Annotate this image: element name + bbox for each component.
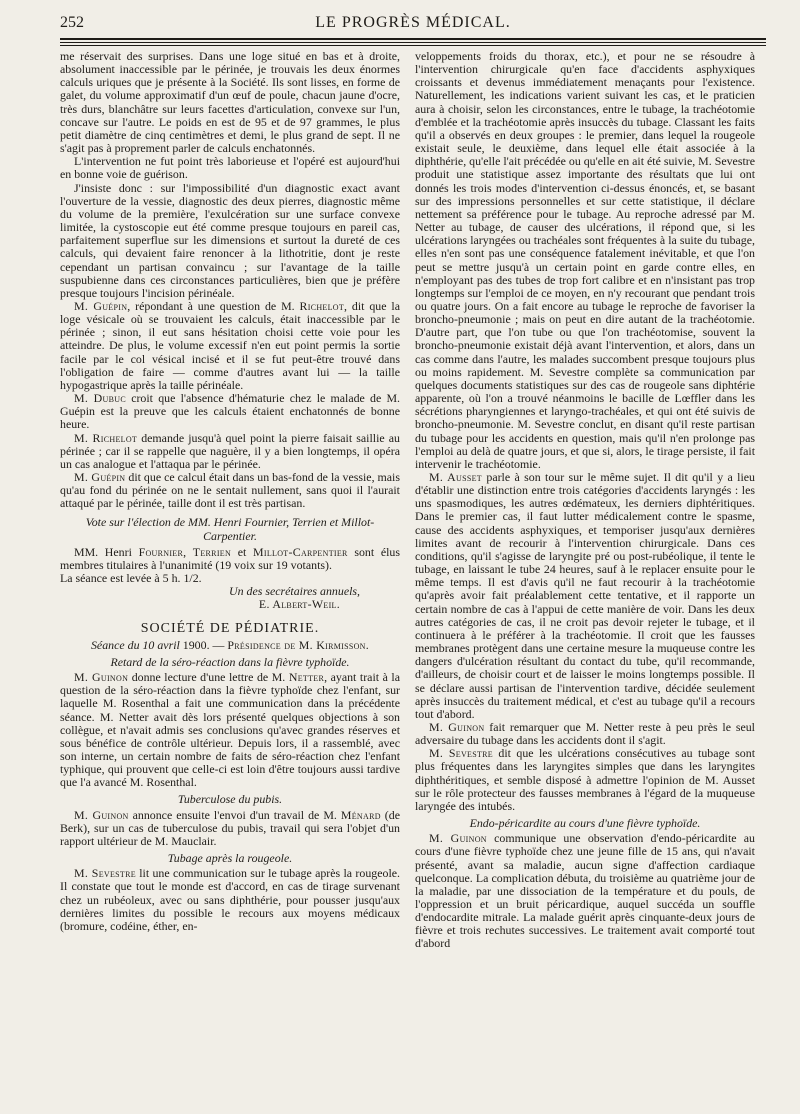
header-rule (60, 45, 766, 46)
member-name: Millot-Carpentier (253, 544, 348, 559)
paragraph (60, 392, 400, 431)
subheading: Tuberculose du pubis. (177, 792, 283, 807)
text: 1900. — (179, 637, 228, 652)
text: dit que les ulcérations consécutives au tubage sont plus fréquentes dans les laryngites simples que dans les laryngites diphthéritiques, et semble disposé à admettre l'opinion de M. Ausset sur le rôle protecteur des fausses membranes à l'égard de la muqueuse laryngée des intubés. (415, 746, 755, 813)
text: parle à son tour sur le même sujet. Il dit qu'il y a lieu d'établir une distinction entre trois catégories d'accidents laryngés : les uns spasmodiques, les autres œdémateux, les derniers diphtéritiques. Dans le premier cas, il faut lutter médicalement contre le spasme, cause des accidents asphyxiques, et temporiser jusqu'aux dernières limites avant de recourir à l'intervention chirurgicale. Dans ces conditions, qu'il s'agisse de laryngite pré ou post-rubéolique, il tente le tubage, en laissant le tube 24 heures, sauf à le replacer ensuite pour le même temps. Il est d'avis qu'il ne faut recourir à la trachéotomie qu'après avoir fait préalablement cette tentative, et il rapporte un certain nombre de cas à l'appui de cette manière de voir. Dans les deux autres catégories de cas, il ne croit pas devoir rejeter le tubage, et il continuera à le préférer à la trachéotomie. Il croit que les fausses membranes protègent dans une certaine mesure la muqueuse contre les dangers d'ulcération résultant du contact du tube, qu'il recommande, d'ailleurs, de choisir court et de laisser le moins longtemps possible. Il se déclare aussi partisan de l'intervention tardive, décidée seulement après insuccès du traitement médical, et c'est au tubage qu'il a recours tout d'abord. (415, 470, 755, 721)
text: donne lecture d'une lettre de M. (128, 670, 289, 685)
text: , répondant à une question de M. (127, 298, 300, 313)
header-rule (60, 42, 766, 43)
speaker-name: M. Guinon (429, 719, 485, 734)
text: , (183, 544, 193, 559)
member-name: Fournier (138, 544, 184, 559)
speaker-name: M. Ausset (429, 470, 482, 484)
text: MM. Henri (74, 544, 139, 559)
speaker-name: Ménard (340, 807, 381, 822)
paragraph (60, 546, 400, 572)
text: , dit que la loge vésicale où se trouvaient les calculs, était inaccessible par le périnée ; sinon, il eut sans hésitation choisi cette voie pour les atteindre. De plus, le volume excessif n'en eut point permis la sortie facile par le col vésical incisé et il se fut peut-être trouvé dans l'obligation de faire — comme d'autres avant lui — la taille hypogastrique après la taille périnéale. (60, 298, 400, 392)
speaker-name: M. Guinon (74, 807, 129, 822)
speaker-name: M. Sevestre (429, 746, 493, 761)
text: croit que l'absence d'hématurie chez le malade de M. Guépin est la preuve que les calculs étaient enchatonnés de bonne heure. (60, 391, 400, 432)
paragraph (60, 671, 400, 789)
vote-heading: Vote sur l'élection de MM. Henri Fournier, Terrien et Millot-Carpentier. (85, 515, 375, 543)
signature-name: E. Albert-Weil. (258, 597, 340, 612)
text: communique une observation d'endo-péricardite au cours d'une fièvre typhoïde chez une jeune fille de 15 ans, qui n'avait présenté, avant sa maladie, aucun signe d'affection cardiaque quelconque. La complication débuta, du troisième au quatrième jour de la maladie, par une dissociation de la température et du pouls, de l'oppression et un bruit péricardique, auquel succéda un souffle d'endocardite mitrale. La malade guérit après cinquante-deux jours de fièvre et trois rechutes successives. Le traitement avait comporté tout d'abord (415, 831, 755, 951)
page-number: 252 (60, 14, 84, 31)
signature-role: Un des secrétaires annuels, (229, 584, 360, 599)
speaker-name: Richelot (299, 298, 345, 313)
text: , ayant trait à la question de la séro-réaction dans la fièvre typhoïde chez l'enfant, sur laquelle M. Rosenthal a fait une communication dans la précédente séance. M. Netter avait dès lors présenté quelques objections à son collègue, et n'avait admis ses conclusions qu'avec grandes réserves et sous bénéfice de contrôle ultérieur. Depuis lors, il a rassemblé, avec son interne, un certain nombre de faits de séro-réaction chez l'enfant typhique, qui prouvent que celle-ci est loin d'être toujours aussi tardive que l'a avancé M. Rosenthal. (60, 670, 400, 790)
paragraph (415, 721, 755, 747)
speaker-name: Netter (288, 670, 325, 685)
speaker-name: M. Richelot (74, 430, 138, 445)
paragraph (60, 300, 400, 392)
paragraph: La séance est levée à 5 h. 1/2. (60, 571, 202, 586)
text: fait remarquer que M. Netter reste à peu près le seul adversaire du tubage dans les accidents dont il s'agit. (415, 719, 755, 748)
paragraph (60, 432, 400, 471)
paragraph (60, 471, 400, 510)
running-header (60, 14, 766, 36)
paragraph (415, 832, 755, 950)
text: annonce ensuite l'envoi d'un travail de M. (128, 807, 341, 822)
speaker-name: M. Sevestre (74, 866, 136, 881)
speaker-name: M. Guépin (74, 470, 126, 484)
paragraph: L'intervention ne fut point très laborieuse et l'opéré est aujourd'hui en bonne voie de guérison. (60, 154, 400, 182)
speaker-name: M. Guépin (74, 298, 128, 313)
journal-title: LE PROGRÈS MÉDICAL. (315, 14, 511, 31)
text: (de Berk), sur un cas de tuberculose du pubis, travail qui sera l'objet d'un rapport ultérieur de M. Mauclair. (60, 807, 400, 848)
text: et (231, 544, 253, 559)
text: lit une communication sur le tubage après la rougeole. Il constate que tout le monde est d'accord, en cas de tirage survenant chez un rubéoleux, avec ou sans diphthérie, pour pousser jusqu'aux dernières limites du possible le recours aux moyens médicaux (bromure, codéine, éther, en- (60, 866, 400, 933)
speaker-name: M. Guinon (74, 670, 129, 685)
section-title: SOCIÉTÉ DE PÉDIATRIE. (140, 620, 320, 636)
member-name: Terrien (192, 544, 232, 559)
paragraph (60, 867, 400, 933)
paragraph (415, 471, 755, 721)
text: sont élus membres titulaires à l'unanimité (19 voix sur 19 votants). (60, 544, 400, 572)
speaker-name: M. Guinon (429, 831, 487, 846)
text: dit que ce calcul était dans un bas-fond de la vessie, mais qu'au fond du périnée on ne le sentait nullement, sans quoi il l'aurait attaqué par le périnée, taille dont il est très partisan. (60, 470, 400, 511)
paragraph (60, 809, 400, 848)
subheading: Tubage après la rougeole. (167, 851, 293, 866)
paragraph: veloppements froids du thorax, etc.), et pour ne se résoudre à l'intervention chirurgicale qu'en face d'accidents asphyxiques croissants et devenus immédiatement menaçants pour l'existence. Naturellement, les indications varient suivant les cas, et le praticien aura à choisir, selon les circonstances, entre le tubage, la trachéotomie d'emblée et la trachéotomie après insuccès du tubage. Classant les faits qu'il a observés en deux groupes : le premier, dans lequel la rougeole existait seule, le deuxième, dans lequel elle était associée à la diphthérie, qu'elle l'ait précédée ou qu'elle en ait été suivie, M. Sevestre produit une statistique assez importante des résultats que lui ont donnés les trois modes d'intervention ci-dessus énoncés, et, se basant sur des impressions personnelles et sur cette statistique, il déclare nettement sa préférence pour le tubage. Au reproche adressé par M. Netter au tubage, de causer des ulcérations, il répond que, si les ulcérations laryngées ou trachéales sont fréquentes à la suite du tubage, elles n'en sont pas une conséquence fatalement inévitable, et que l'on peut se mettre jusqu'à un certain point en garde contre elles, en n'employant pas des tubes de trop fort calibre et en n'insistant pas trop longtemps sur l'emploi de ce moyen, en n'y recourant que pendant trois ou quatre jours. On a fait encore au tubage le reproche de favoriser la broncho-pneumonie ; mais on peut en dire autant de la trachéotomie. D'autre part, que l'on tube ou que l'on trachéotomise, souvent la broncho-pneumonie existait déjà avant l'intervention, et alors, dans un cas comme dans l'autre, les malades succombent presque toujours plus ou moins rapidement. M. Sevestre complète sa communication par quelques documents statistiques sur des cas de rougeole sans diphtérie apparente, où l'on a trouvé néanmoins le bacille de Lœffler dans les sécrétions pharyngiennes et laryngo-trachéales, et qui ont été suivis de broncho-pneumonie. M. Sevestre conclut, en disant qu'il reste partisan du tubage pour les accidents en question, mais qu'il n'en prolonge pas l'emploi au delà de quatre jours, et que si, alors, le tirage persiste, il fait intervenir le trachéotomie. (415, 50, 755, 471)
paragraph: J'insiste donc : sur l'impossibilité d'un diagnostic exact avant l'ouverture de la vessie, diagnostic des deux pierres, diagnostic même du volume de la première, l'exulcération sur une surface convexe limitée, la cystoscopie eut été comme presque toujours en pareil cas, parfaitement superflue sur les dimensions et surtout la dureté de ces calculs, qui devaient faire renoncer à la lithotritie, dont je reste cependant un partisan convaincu ; sur l'avantage de la taille suspubienne dans ces circonstances particulières, bien que je préfère presque toujours l'incision périnéale. (60, 180, 400, 300)
text: demande jusqu'à quel point la pierre faisait saillie au périnée ; car il se rappelle que naguère, il y a bien longtemps, il opéra un cas analogue et l'attaqua par le périnée. (60, 430, 400, 471)
session-line (60, 639, 400, 652)
header-rule (60, 38, 766, 40)
paragraph (415, 747, 755, 813)
right-column (415, 50, 755, 1102)
subheading: Retard de la séro-réaction dans la fièvre typhoïde. (110, 654, 350, 669)
speaker-name: M. Dubuc (74, 391, 126, 406)
subheading: Endo-péricardite au cours d'une fièvre typhoïde. (469, 816, 701, 831)
left-column (60, 50, 400, 1102)
paragraph: me réservait des surprises. Dans une loge situé en bas et à droite, absolument inaccessible par le périnée, je trouvais les deux énormes calculs uriques que je présente à la Société. Ils sont lisses, en forme de galet, du volume approximatif d'un œuf de poule, chacun jaune d'ocre, très durs, blanchâtre sur leurs facettes d'articulation, convexe sur l'un, concave sur l'autre. Le poids en est de 95 et de 97 grammes, le plus petit diamètre de cinq centimètres et demi, le plus grand de sept. Il ne s'agit pas à proprement parler de calculs enchatonnés. (60, 50, 400, 156)
presidency: Présidence de M. Kirmisson. (227, 637, 370, 652)
session-date: Séance du 10 avril (90, 637, 180, 652)
